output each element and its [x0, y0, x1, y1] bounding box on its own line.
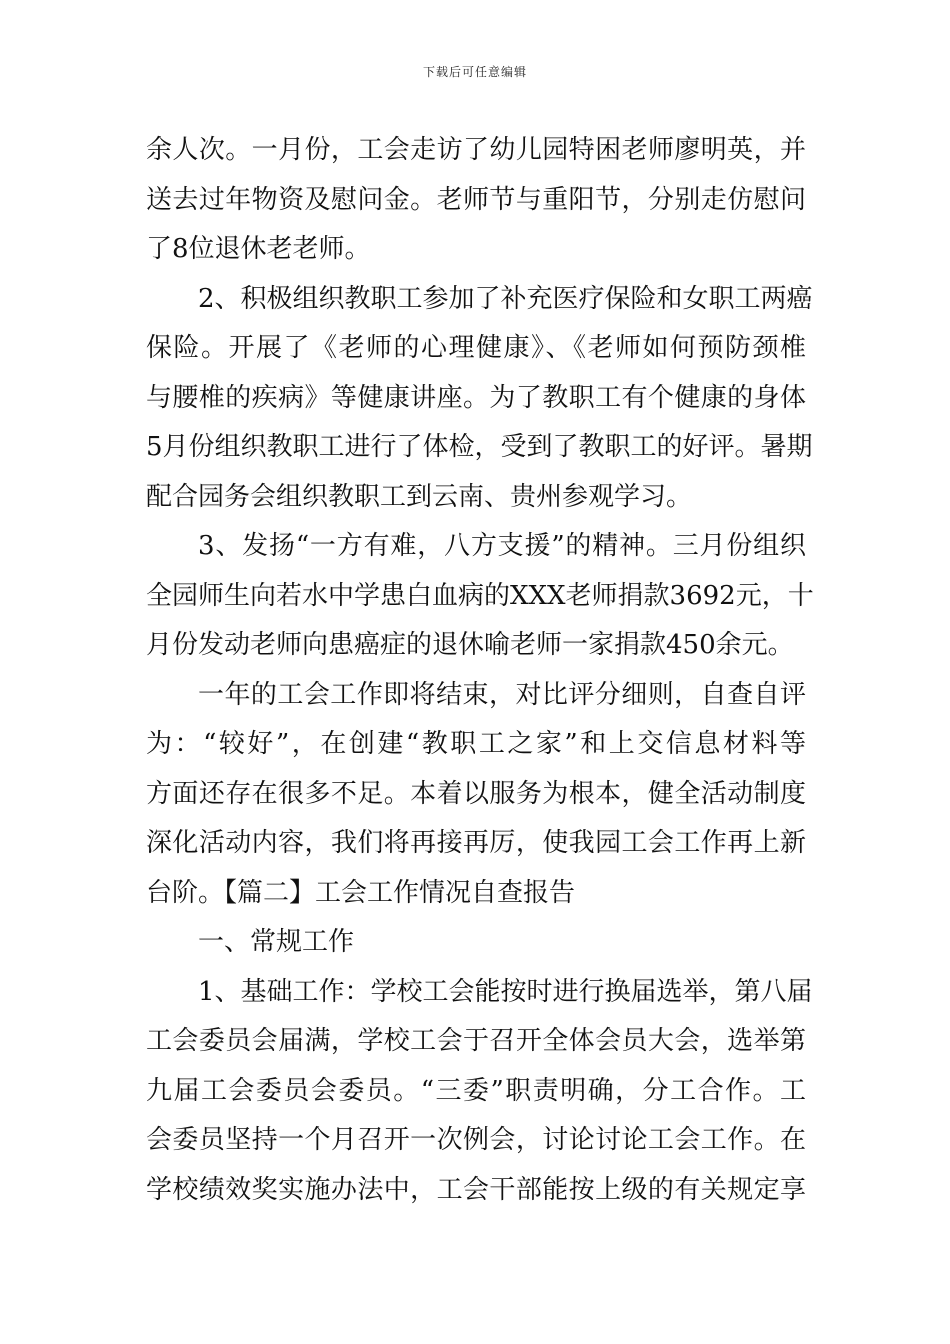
text-line: 方面还存在很多不足。本着以服务为根本，健全活动制度: [146, 778, 806, 809]
text-line: 送去过年物资及慰问金。老师节与重阳节，分别走仿慰问: [146, 184, 806, 215]
text-line: 九届工会委员会委员。“三委”职责明确，分工合作。工: [146, 1075, 806, 1106]
text-line: 月份发动老师向患癌症的退休喻老师一家捐款450余元。: [146, 630, 794, 660]
text-line: 会委员坚持一个月召开一次例会，讨论讨论工会工作。在: [146, 1125, 806, 1155]
page-header: 下载后可任意编辑: [422, 65, 527, 79]
text-line: 保险。开展了《老师的心理健康》、《老师如何预防颈椎: [146, 333, 806, 363]
text-line: 工会委员会届满，学校工会于召开全体会员大会，选举第: [146, 1026, 806, 1056]
paragraph-start-line: 3、发扬“一方有难，八方支援”的精神。三月份组织: [198, 531, 806, 561]
text-line: 了8位退休老老师。: [146, 234, 371, 264]
paragraph-start-line: 一年的工会工作即将结束，对比评分细则，自查自评: [198, 679, 806, 710]
text-line: 台阶。【篇二】工会工作情况自查报告: [146, 877, 576, 908]
paragraph-start-line: 2、积极组织教职工参加了补充医疗保险和女职工两癌: [198, 283, 813, 314]
text-line: 配合园务会组织教职工到云南、贵州参观学习。: [146, 481, 693, 512]
text-line: 与腰椎的疾病》等健康讲座。为了教职工有个健康的身体: [146, 382, 806, 413]
text-line: 学校绩效奖实施办法中，工会干部能按上级的有关规定享: [146, 1174, 806, 1205]
text-line: 全园师生向若水中学患白血病的XXX老师捐款3692元，十: [146, 580, 814, 611]
text-line: 深化活动内容，我们将再接再厉，使我园工会工作再上新: [146, 828, 806, 858]
text-line: 为：“较好”，在创建“教职工之家”和上交信息材料等: [146, 729, 806, 759]
document-body: [146, 126, 814, 1215]
text-line: 5月份组织教职工进行了体检，受到了教职工的好评。暑期: [146, 432, 813, 462]
section-heading: 一、常规工作: [198, 927, 355, 957]
text-line: 余人次。一月份，工会走访了幼儿园特困老师廖明英，并: [146, 135, 806, 165]
paragraph-start-line: 1、基础工作：学校工会能按时进行换届选举，第八届: [198, 976, 813, 1007]
